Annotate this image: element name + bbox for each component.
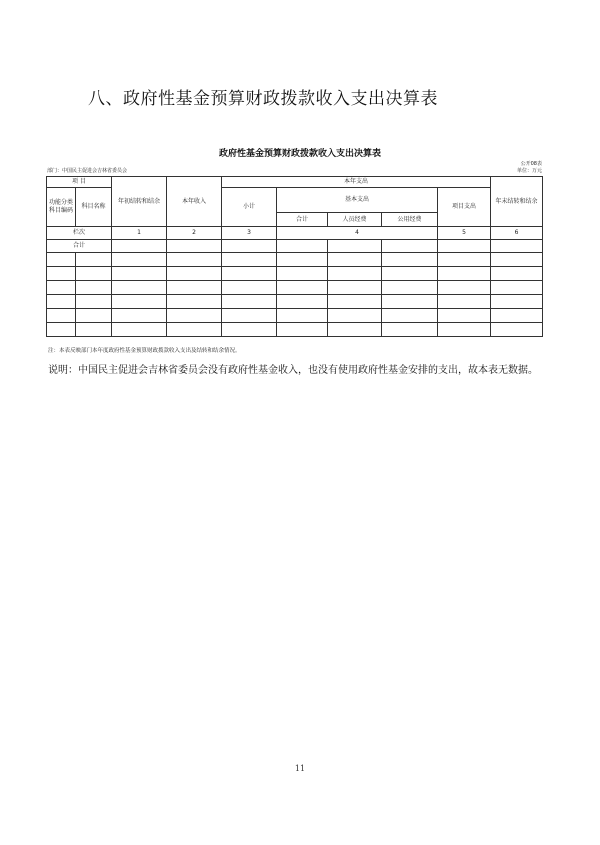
table-code: 公开08表 bbox=[520, 161, 542, 167]
column-num-4: 4 bbox=[277, 227, 438, 240]
table-title: 政府性基金预算财政拨款收入支出决算表 bbox=[218, 149, 381, 159]
column-num-6: 6 bbox=[491, 227, 543, 240]
total-row-label: 合计 bbox=[47, 240, 112, 253]
section-heading: 八、政府性基金预算财政拨款收入支出决算表 bbox=[88, 89, 438, 109]
header-public: 公用经费 bbox=[382, 213, 438, 227]
header-subject-name: 科目名称 bbox=[76, 188, 112, 227]
column-num-3: 3 bbox=[222, 227, 277, 240]
header-personnel: 人员经费 bbox=[328, 213, 382, 227]
header-subtotal: 小计 bbox=[222, 188, 277, 227]
table-row bbox=[47, 309, 543, 323]
page-number: 11 bbox=[294, 764, 306, 773]
table-note: 注：本表反映部门本年度政府性基金预算财政拨款收入支出及结转和结余情况。 bbox=[48, 348, 241, 354]
column-num-1: 1 bbox=[112, 227, 167, 240]
header-opening-balance: 年初结转和结余 bbox=[112, 177, 167, 227]
total-row bbox=[47, 240, 543, 253]
header-total: 合计 bbox=[277, 213, 328, 227]
table-meta bbox=[517, 161, 542, 175]
column-num-5: 5 bbox=[438, 227, 491, 240]
column-num-2: 2 bbox=[167, 227, 222, 240]
table-row bbox=[47, 267, 543, 281]
header-closing-balance: 年末结转和结余 bbox=[491, 177, 543, 227]
table-row bbox=[47, 323, 543, 337]
table-row bbox=[47, 295, 543, 309]
header-project: 项 目 bbox=[47, 177, 112, 188]
column-row-label: 栏次 bbox=[47, 227, 112, 240]
table-row bbox=[47, 253, 543, 267]
column-number-row bbox=[47, 227, 543, 240]
fund-budget-table bbox=[46, 176, 543, 337]
explanation-text: 说明：中国民主促进会吉林省委员会没有政府性基金收入，也没有使用政府性基金安排的支出，故本表无数据。 bbox=[48, 365, 538, 376]
department-label: 部门：中国民主促进会吉林省委员会 bbox=[47, 168, 128, 174]
header-annual-expense: 本年支出 bbox=[222, 177, 491, 188]
header-func-code: 功能分类科目编码 bbox=[47, 188, 76, 227]
table-row bbox=[47, 281, 543, 295]
unit-label: 单位：万元 bbox=[516, 168, 542, 174]
header-project-expense: 项目支出 bbox=[438, 188, 491, 227]
header-annual-income: 本年收入 bbox=[167, 177, 222, 227]
header-basic-expense: 基本支出 bbox=[277, 188, 438, 213]
